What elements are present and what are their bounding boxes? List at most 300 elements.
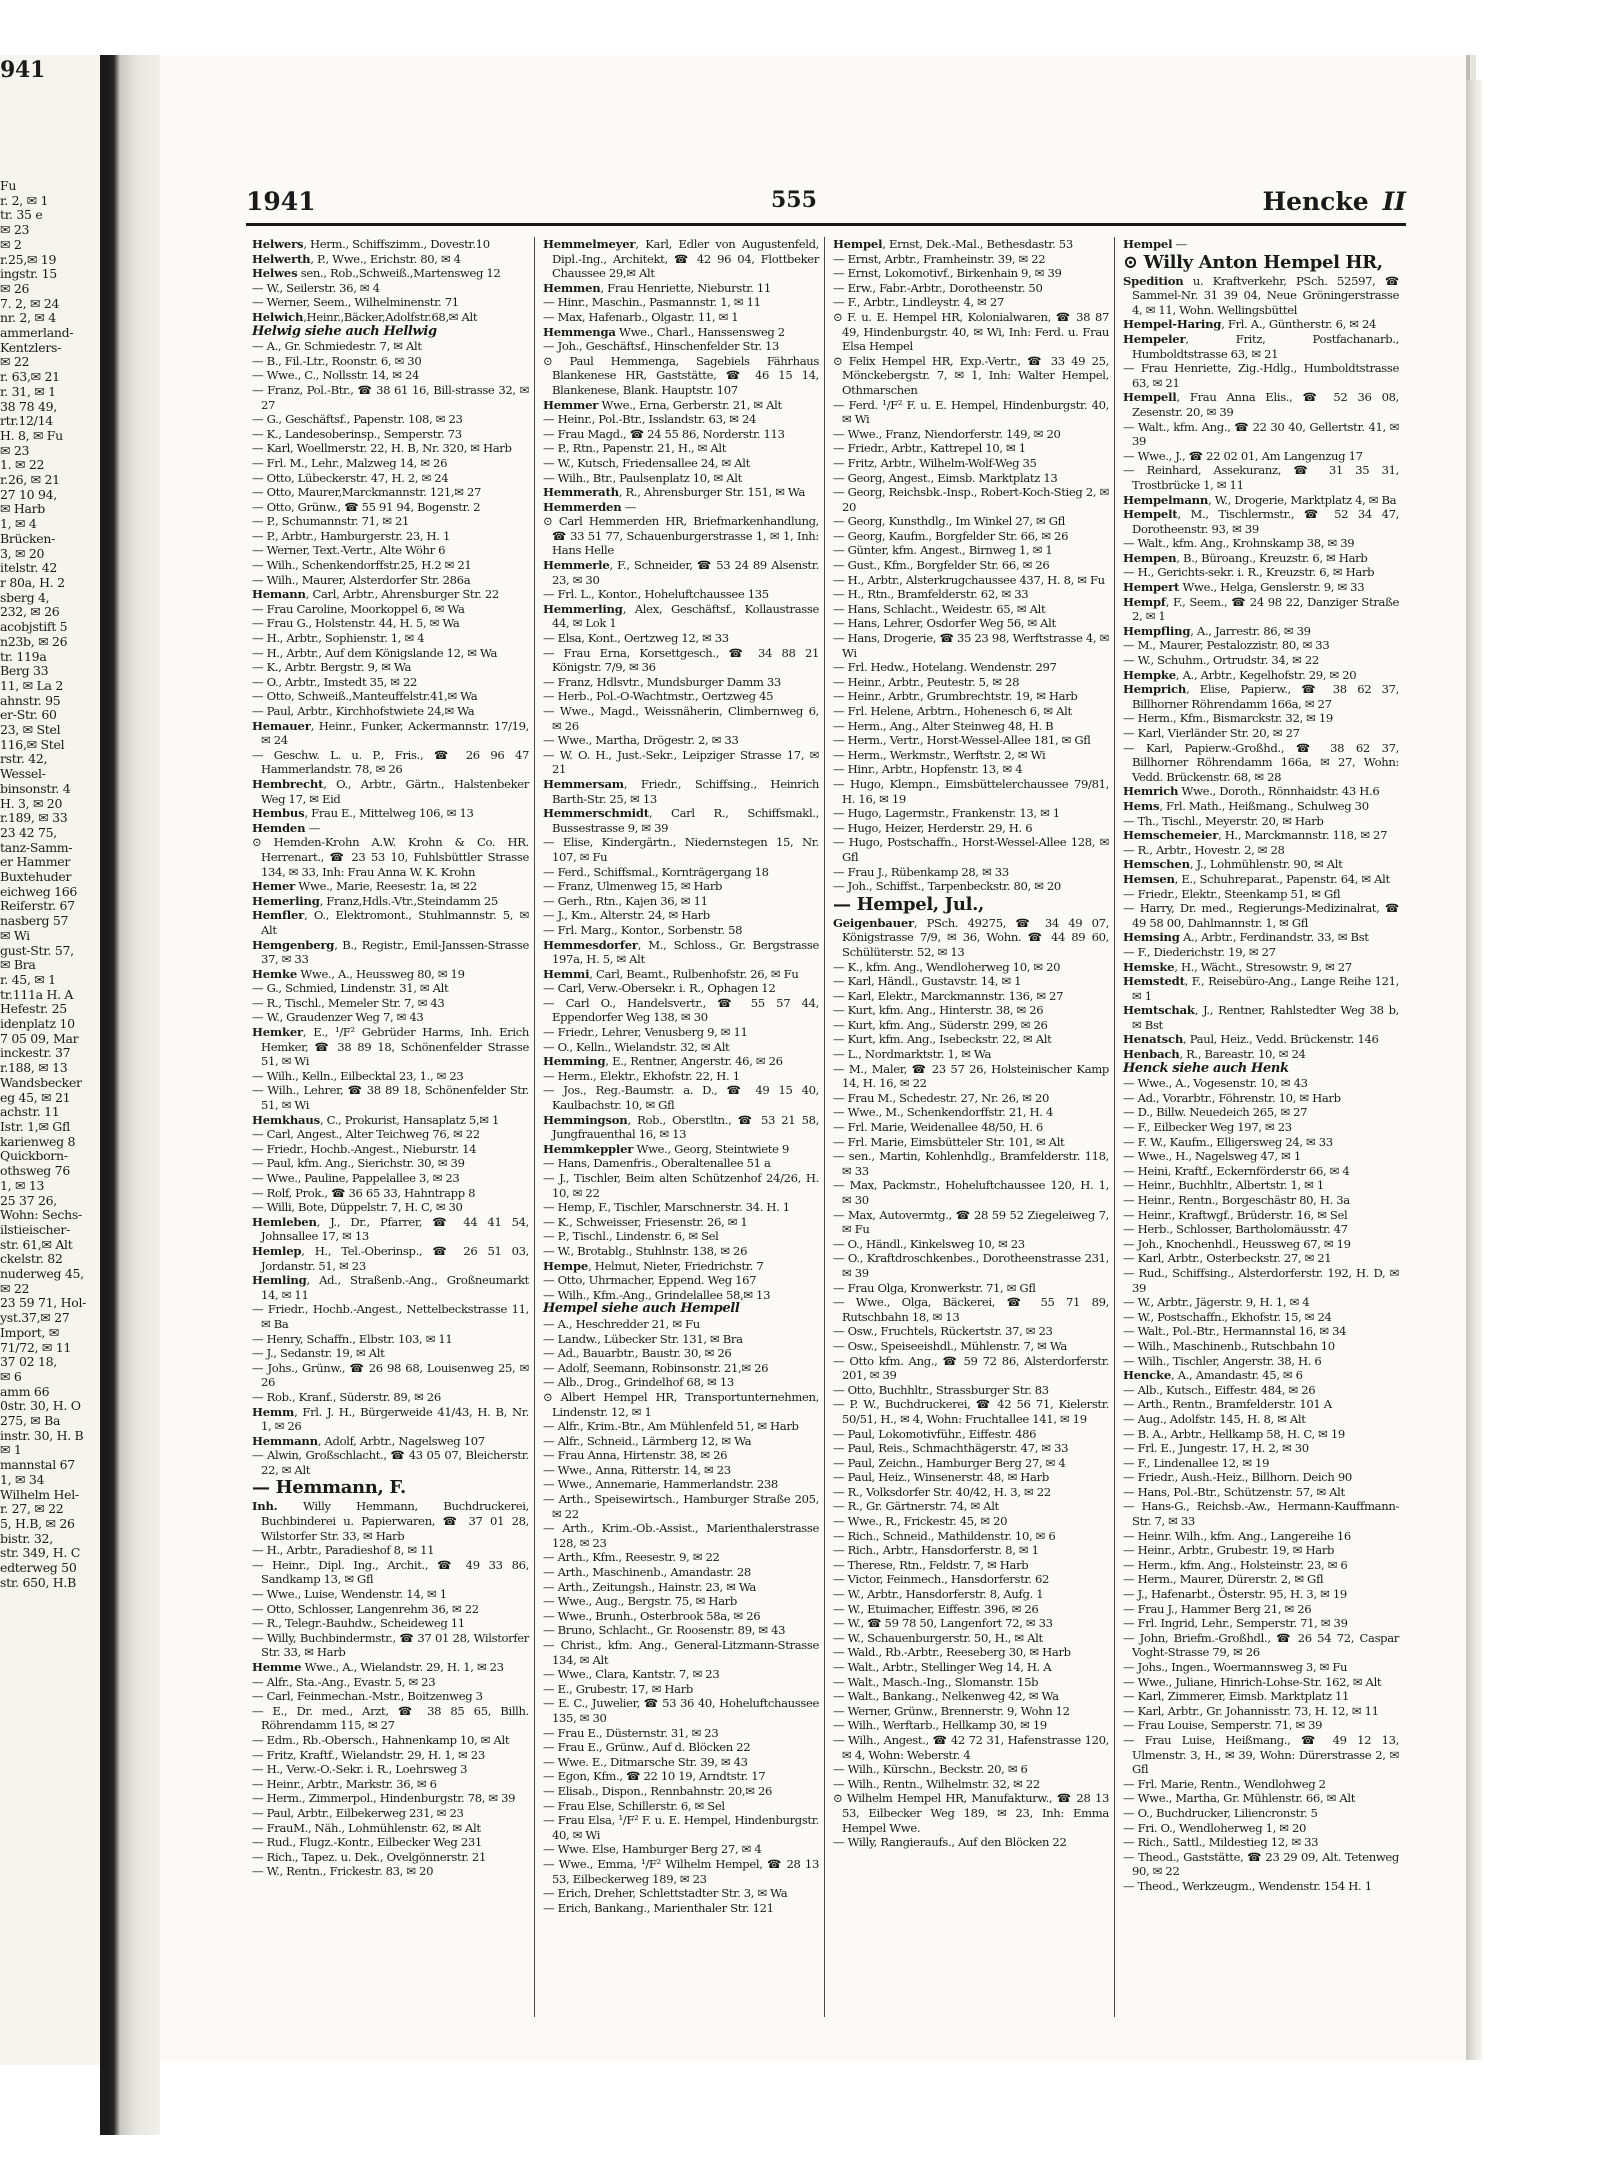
directory-entry: — Frau J., Hammer Berg 21, ✉ 26 <box>1123 1601 1312 1616</box>
directory-entry: — Carl O., Handelsvertr., ☎ 55 57 44, Eppendorfer Weg 138, ✉ 30 <box>543 995 819 1025</box>
directory-entry: — Osw., Speiseeishdl., Mühlenstr. 7, ✉ Wa <box>833 1338 1067 1353</box>
left-page-line: r. 27, ✉ 22 <box>0 1501 64 1517</box>
left-page-line: Fu <box>0 178 17 193</box>
directory-page <box>160 55 1466 2060</box>
directory-entry: Hemling, Ad., Straßenb.-Ang., Großneumarkt 14, ✉ 11 <box>252 1273 529 1302</box>
column-4 <box>1114 237 1404 2017</box>
entry-surname: Hemmingson <box>543 1112 628 1127</box>
left-page-line: gust-Str. 57, <box>0 942 74 958</box>
directory-entry: — W., Arbtr., Jägerstr. 9, H. 1, ✉ 4 <box>1123 1295 1310 1310</box>
left-page-line: itelstr. 42 <box>0 560 58 576</box>
directory-entry: — D., Billw. Neuedeich 265, ✉ 27 <box>1123 1105 1308 1120</box>
directory-entry: Hemmerath, R., Ahrensburger Str. 151, ✉ Wa <box>543 485 806 500</box>
entry-surname: Hemstedt <box>1123 974 1185 989</box>
directory-entry: — Frau Olga, Kronwerkstr. 71, ✉ Gfl <box>833 1280 1036 1295</box>
directory-entry: — Rud., Schiffsing., Alsterdorferstr. 192, H. D, ✉ 39 <box>1123 1265 1399 1295</box>
left-page-line: str. 61,✉ Alt <box>0 1236 73 1252</box>
directory-entry: — Karl, Arbtr., Gr. Johannisstr. 73, H. 12, ✉ 11 <box>1123 1703 1379 1718</box>
directory-entry: — Frl. M., Lehr., Malzweg 14, ✉ 26 <box>252 455 448 470</box>
directory-entry: Hemmen, Frau Henriette, Nieburstr. 11 <box>543 280 771 295</box>
left-page-line: ✉ 22 <box>0 354 30 370</box>
left-page-line: 23 42 75, <box>0 824 57 840</box>
directory-entry: — Arth., Zeitungsh., Hainstr. 23, ✉ Wa <box>543 1579 756 1594</box>
directory-entry: Hempen, B., Büroang., Kreuzstr. 6, ✉ Harb <box>1123 550 1368 565</box>
directory-entry: — Hans-G., Reichsb.-Aw., Hermann-Kauffmann-Str. 7, ✉ 33 <box>1123 1499 1399 1529</box>
directory-entry: — Otto, Grünw., ☎ 55 91 94, Bogenstr. 2 <box>252 499 481 514</box>
directory-entry: — Wwe., Olga, Bäckerei, ☎ 55 71 89, Rutschbahn 18, ✉ 13 <box>833 1295 1109 1324</box>
directory-entry: — Frau G., Holstenstr. 44, H. 5, ✉ Wa <box>252 616 460 631</box>
left-page-line: sberg 4, <box>0 589 50 605</box>
directory-entry: — Adolf, Seemann, Robinsonstr. 21,✉ 26 <box>543 1360 769 1375</box>
left-page-line: instr. 30, H. B <box>0 1427 84 1443</box>
left-page-line: Brücken- <box>0 530 56 546</box>
directory-entry: — Karl, Arbtr., Osterbeckstr. 27, ✉ 21 <box>1123 1251 1332 1266</box>
directory-entry: — Wilh., Btr., Paulsenplatz 10, ✉ Alt <box>543 470 742 485</box>
directory-entry: Hemerling, Franz,Hdls.-Vtr.,Steindamm 25 <box>252 893 498 908</box>
directory-entry: — Werner, Seem., Wilhelminenstr. 71 <box>252 295 459 310</box>
entry-surname: Hencke <box>1123 1368 1172 1383</box>
directory-entry: Helwers, Herm., Schiffszimm., Dovestr.10 <box>252 237 490 251</box>
directory-entry: — Herm., Ang., Alter Steinweg 48, H. B <box>833 718 1054 733</box>
directory-entry: — Wwe., Pauline, Pappelallee 3, ✉ 23 <box>252 1171 460 1185</box>
left-page-line: er-Str. 60 <box>0 707 57 723</box>
directory-entry: — M., Maurer, Pestalozzistr. 80, ✉ 33 <box>1123 638 1330 653</box>
entry-surname: Hemschemeier <box>1123 828 1219 843</box>
left-page-line: yst.37,✉ 27 <box>0 1310 70 1326</box>
directory-entry: — Frl. Marie, Rentn., Wendlohweg 2 <box>1123 1776 1326 1791</box>
directory-entry: — F., Lindenallee 12, ✉ 19 <box>1123 1455 1270 1470</box>
directory-entry: Hemauer, Heinr., Funker, Ackermannstr. 17/19, ✉ 24 <box>252 718 529 748</box>
directory-entry: Geigenbauer, PSch. 49275, ☎ 34 49 07, Königstrasse 7/9, ✉ 36, Wohn. ☎ 44 89 60, Schülüterstr. 52, ✉ 13 <box>833 915 1109 959</box>
left-page-line: tr.111a H. A <box>0 986 74 1002</box>
directory-entry: — Rolf, Prok., ☎ 36 65 33, Hahntrapp 8 <box>252 1185 476 1200</box>
directory-entry: — H., Verw.-O.-Sekr. i. R., Loehrsweg 3 <box>252 1762 468 1777</box>
directory-entry: — Theod., Werkzeugm., Wendenstr. 154 H. 1 <box>1123 1878 1372 1893</box>
entry-surname: Spedition <box>1123 273 1184 288</box>
directory-entry: — Friedr., Hochb.-Angest., Nettelbeckstrasse 11, ✉ Ba <box>252 1302 529 1331</box>
directory-entry: — Wilh., Maurer, Alsterdorfer Str. 286a <box>252 572 471 587</box>
left-page-line: Wessel- <box>0 766 46 782</box>
left-page-line: idenplatz 10 <box>0 1016 75 1032</box>
left-page-line: Reiferstr. 67 <box>0 898 75 914</box>
directory-entry: — Paul, Heiz., Winsenerstr. 48, ✉ Harb <box>833 1470 1049 1485</box>
directory-entry: — Rich., Arbtr., Hansdorferstr. 8, ✉ 1 <box>833 1543 1039 1558</box>
directory-entry: — Hugo, Lagermstr., Frankenstr. 13, ✉ 1 <box>833 806 1060 821</box>
directory-entry: — Otto, Buchhltr., Strassburger Str. 83 <box>833 1382 1049 1397</box>
directory-entry: Hemfler, O., Elektromont., Stuhlmannstr. 5, ✉ Alt <box>252 908 529 937</box>
directory-entry: Henbach, R., Bareastr. 10, ✉ 24 <box>1123 1047 1306 1062</box>
directory-entry: — Frau E., Grünw., Auf d. Blöcken 22 <box>543 1740 751 1755</box>
directory-entry: — Henry, Schaffn., Elbstr. 103, ✉ 11 <box>252 1331 453 1346</box>
directory-entry: Hemgenberg, B., Registr., Emil-Janssen-Strasse 37, ✉ 33 <box>252 937 529 967</box>
left-page-line: eichweg 166 <box>0 883 78 899</box>
directory-entry: — Otto, Schweiß.,Manteuffelstr.41,✉ Wa <box>252 689 478 704</box>
directory-entry: — Frl. Ingrid, Lehr., Semperstr. 71, ✉ 39 <box>1123 1616 1348 1631</box>
directory-entry: — Hans, Lehrer, Osdorfer Weg 56, ✉ Alt <box>833 616 1056 631</box>
directory-entry: — Frl. Hedw., Hotelang. Wendenstr. 297 <box>833 660 1057 675</box>
directory-entry: — R., Tischl., Memeler Str. 7, ✉ 43 <box>252 995 445 1010</box>
directory-entry: — Edm., Rb.-Obersch., Hahnenkamp 10, ✉ Alt <box>252 1732 510 1747</box>
directory-entry: — Paul, Lokomotivführ., Eiffestr. 486 <box>833 1426 1037 1441</box>
entry-surname: Hemprich <box>1123 682 1187 697</box>
directory-entry: — Gust., Kfm., Borgfelder Str. 66, ✉ 26 <box>833 558 1050 573</box>
directory-entry: ⊙ Willy Anton Hempel HR, <box>1123 251 1383 273</box>
directory-entry: — Wwe., Clara, Kantstr. 7, ✉ 23 <box>543 1667 720 1682</box>
directory-entry: — Herb., Pol.-O-Wachtmstr., Oertzweg 45 <box>543 689 774 704</box>
entry-surname: Helwes <box>252 266 298 281</box>
entry-surname: Hemrich <box>1123 784 1179 799</box>
directory-entry: — Frau Luise, Heißmang., ☎ 49 12 13, Ulmenstr. 3, H., ✉ 39, Wohn: Dürerstrasse 2, ✉ Gfl <box>1123 1732 1399 1777</box>
entry-surname: Helwers <box>252 237 304 251</box>
directory-entry: — W., Graudenzer Weg 7, ✉ 43 <box>252 1010 424 1025</box>
directory-entry: Hembus, Frau E., Mittelweg 106, ✉ 13 <box>252 806 474 821</box>
left-page-line: 232, ✉ 26 <box>0 604 60 620</box>
directory-entry: — Frl. L., Kontor., Hoheluftchaussee 135 <box>543 587 769 602</box>
directory-entry: Hemsing A., Arbtr., Ferdinandstr. 33, ✉ Bst <box>1123 930 1369 945</box>
left-page-line: rstr. 42, <box>0 751 48 767</box>
left-page-line: H. 3, ✉ 20 <box>0 795 63 811</box>
directory-entry: Hempell, Frau Anna Elis., ☎ 52 36 08, Zesenstr. 20, ✉ 39 <box>1123 390 1399 419</box>
directory-entry: — Elisab., Dispon., Rennbahnstr. 20,✉ 26 <box>543 1783 773 1798</box>
directory-entry: — Heinr., Buchhltr., Albertstr. 1, ✉ 1 <box>1123 1178 1324 1193</box>
left-page-line: edterweg 50 <box>0 1560 77 1576</box>
directory-entry: — Frau Louise, Semperstr. 71, ✉ 39 <box>1123 1718 1323 1733</box>
left-page-line: amm 66 <box>0 1383 50 1399</box>
directory-entry: — Kurt, kfm. Ang., Isebeckstr. 22, ✉ Alt <box>833 1032 1052 1047</box>
directory-entry: — Karl, Händl., Gustavstr. 14, ✉ 1 <box>833 974 1022 989</box>
directory-entry: Helwerth, P., Wwe., Erichstr. 80, ✉ 4 <box>252 251 461 266</box>
directory-entry: — Alfr., Sta.-Ang., Evastr. 5, ✉ 23 <box>252 1674 436 1689</box>
entry-surname: Hemm <box>252 1404 295 1419</box>
directory-entry: — Wilh., Lehrer, ☎ 38 89 18, Schönenfelder Str. 51, ✉ Wi <box>252 1083 529 1113</box>
entry-surname: Hemmerschmidt <box>543 806 649 821</box>
left-page-line: Berg 33 <box>0 663 49 679</box>
directory-entry: — H., Gerichts-sekr. i. R., Kreuzstr. 6, ✉ Harb <box>1123 565 1375 580</box>
directory-entry: Hemprich, Elise, Papierw., ☎ 38 62 37, Billhorner Röhrendamm 166a, ✉ 27 <box>1123 682 1399 711</box>
directory-entry: — E. C., Juwelier, ☎ 53 36 40, Hoheluftchaussee 135, ✉ 30 <box>543 1696 819 1725</box>
directory-entry: — Otto kfm. Ang., ☎ 59 72 86, Alsterdorferstr. 201, ✉ 39 <box>833 1353 1109 1383</box>
left-page-year: 941 <box>0 57 46 83</box>
directory-entry: — Hugo, Postschaffn., Horst-Wessel-Allee 128, ✉ Gfl <box>833 835 1109 864</box>
directory-entry: — Arth., Rentn., Bramfelderstr. 101 A <box>1123 1397 1332 1412</box>
directory-entry: — P., Tischl., Lindenstr. 6, ✉ Sel <box>543 1229 719 1244</box>
directory-entry: — Herm., Elektr., Ekhofstr. 22, H. 1 <box>543 1068 740 1083</box>
directory-entry: — Frau E., Düsternstr. 31, ✉ 23 <box>543 1725 719 1740</box>
directory-entry: — B. A., Arbtr., Hellkamp 58, H. C, ✉ 19 <box>1123 1426 1345 1441</box>
left-page-line: 116,✉ Stel <box>0 736 65 752</box>
left-page-line: str. 349, H. C <box>0 1545 81 1561</box>
directory-entry: — K., Landesoberinsp., Semperstr. 73 <box>252 426 462 441</box>
entry-surname: Helwerth <box>252 251 311 266</box>
directory-entry: — Hinr., Maschin., Pasmannstr. 1, ✉ 11 <box>543 295 761 310</box>
directory-entry: Spedition u. Kraftverkehr, PSch. 52597, ☎ Sammel-Nr. 31 39 04, Neue Gröningerstrasse 4, ✉ 11, Wohn. Wellingsbüttel <box>1123 273 1399 317</box>
directory-entry: — Hans, Drogerie, ☎ 35 23 98, Werftstrasse 4, ✉ Wi <box>833 631 1109 660</box>
directory-entry: Hemlep, H., Tel.-Oberinsp., ☎ 26 51 03, Jordanstr. 51, ✉ 23 <box>252 1243 529 1273</box>
directory-entry: — H., Arbtr., Sophienstr. 1, ✉ 4 <box>252 631 425 646</box>
left-page-line: 38 78 49, <box>0 398 57 414</box>
directory-entry: — W. O. H., Just.-Sekr., Leipziger Strasse 17, ✉ 21 <box>543 747 819 777</box>
left-page-line: tr. 35 e <box>0 207 43 223</box>
directory-entry: — Walt., kfm. Ang., ☎ 22 30 40, Gellertstr. 41, ✉ 39 <box>1123 419 1399 449</box>
directory-entry: Hemmerschmidt, Carl R., Schiffsmakl., Bussestrasse 9, ✉ 39 <box>543 806 819 835</box>
directory-entry: — K., Arbtr. Bergstr. 9, ✉ Wa <box>252 660 412 675</box>
directory-entry: — Frl. Marie, Eimsbütteler Str. 101, ✉ Alt <box>833 1134 1065 1149</box>
left-page-line: bistr. 32, <box>0 1530 53 1546</box>
entry-surname: Hemling <box>252 1273 307 1288</box>
directory-entry: ⊙ Felix Hempel HR, Exp.-Vertr., ☎ 33 49 25, Mönckebergstr. 7, ✉ 1, Inh: Walter Hempel, Othmarschen <box>833 353 1109 397</box>
entry-surname: Hempell <box>1123 390 1177 405</box>
directory-entry: — H., Arbtr., Auf dem Königslande 12, ✉ Wa <box>252 645 498 660</box>
directory-entry: — Johs., Ingen., Woermannsweg 3, ✉ Fu <box>1123 1660 1348 1674</box>
directory-entry: — Karl, Papierw.-Großhd., ☎ 38 62 37, Billhorner Röhrendamm 166a, ✉ 27, Wohn: Vedd. Brückenstr. 68, ✉ 28 <box>1123 740 1399 784</box>
directory-entry: — Rud., Flugz.-Kontr., Eilbecker Weg 231 <box>252 1835 482 1850</box>
directory-entry: — Heinr. Wilh., kfm. Ang., Langereihe 16 <box>1123 1528 1351 1543</box>
left-page-line: Wandsbecker <box>0 1074 82 1090</box>
entry-surname: Hemauer <box>252 718 311 733</box>
left-page-line: ✉ 2 <box>0 236 22 252</box>
book-gutter <box>100 55 160 2135</box>
directory-entry: — H., Arbtr., Alsterkrugchaussee 437, H. 8, ✉ Fu <box>833 572 1105 587</box>
directory-entry: — Werner, Text.-Vertr., Alte Wöhr 6 <box>252 543 446 558</box>
left-page-line: eg 45, ✉ 21 <box>0 1089 71 1105</box>
directory-entry: — Heinr., Arbtr., Markstr. 36, ✉ 6 <box>252 1776 437 1791</box>
directory-entry: — Hemp, F., Tischler, Marschnerstr. 34. H. 1 <box>543 1200 790 1215</box>
left-page-line: r 80a, H. 2 <box>0 574 65 590</box>
directory-entry: — Herm., Maurer, Dürerstr. 2, ✉ Gfl <box>1123 1572 1324 1587</box>
directory-entry: — Bruno, Schlacht., Gr. Roosenstr. 89, ✉ 43 <box>543 1623 786 1638</box>
directory-entry: — Wilh., Maschinenb., Rutschbahn 10 <box>1123 1338 1335 1353</box>
entry-surname: Hemschen <box>1123 857 1190 872</box>
directory-entry: — B., Fil.-Ltr., Roonstr. 6, ✉ 30 <box>252 353 422 368</box>
left-page-line: ✉ 26 <box>0 280 30 296</box>
directory-entry: — Geschw. L. u. P., Fris., ☎ 26 96 47 Hammerlandstr. 78, ✉ 26 <box>252 747 529 777</box>
left-page-line: achstr. 11 <box>0 1104 60 1120</box>
entry-surname: Hemmesdorfer <box>543 937 638 952</box>
entry-surname: Hemer <box>252 879 296 894</box>
directory-entry: — Aug., Adolfstr. 145, H. 8, ✉ Alt <box>1123 1411 1306 1426</box>
directory-entry: — F., Diederichstr. 19, ✉ 27 <box>1123 944 1276 959</box>
directory-entry: — Hempel, Jul., <box>833 893 984 915</box>
entry-surname: Hemmenga <box>543 324 616 339</box>
directory-columns <box>244 237 1404 2017</box>
entry-surname: Henbach <box>1123 1047 1180 1062</box>
directory-entry: — Walt., kfm. Ang., Krohnskamp 38, ✉ 39 <box>1123 536 1355 551</box>
left-page-line: r.26, ✉ 21 <box>0 472 60 488</box>
directory-entry: ⊙ Paul Hemmenga, Sagebiels Fährhaus Blankenese HR, Gaststätte, ☎ 46 15 14, Blankenese, Blank. Hauptstr. 107 <box>543 353 819 397</box>
left-page-line: nasberg 57 <box>0 913 69 929</box>
directory-entry: — Hugo, Heizer, Herderstr. 29, H. 6 <box>833 820 1033 835</box>
directory-entry: — Paul, Arbtr., Eilbekerweg 231, ✉ 23 <box>252 1805 464 1820</box>
directory-entry: — J., Km., Alterstr. 24, ✉ Harb <box>543 908 710 923</box>
entry-surname: Hemlep <box>252 1243 302 1258</box>
directory-entry: — H., Rtn., Bramfelderstr. 62, ✉ 33 <box>833 587 1029 602</box>
running-head-roman: II <box>1382 187 1406 216</box>
directory-entry: Hemleben, J., Dr., Pfarrer, ☎ 44 41 54, Johnsallee 17, ✉ 13 <box>252 1214 529 1244</box>
entry-surname: Hemske <box>1123 959 1175 974</box>
directory-entry: — O., Kraftdroschkenbes., Dorotheenstrasse 231, ✉ 39 <box>833 1251 1109 1280</box>
directory-entry: — Frau M., Schedestr. 27, Nr. 26, ✉ 20 <box>833 1090 1050 1105</box>
directory-entry: — Frl. Marie, Weidenallee 48/50, H. 6 <box>833 1120 1043 1135</box>
left-page-line: rtr.12/14 <box>0 413 53 429</box>
directory-entry: Hemschemeier, H., Marckmannstr. 118, ✉ 27 <box>1123 828 1388 843</box>
directory-entry: — Wwe., Martha, Gr. Mühlenstr. 66, ✉ Alt <box>1123 1791 1356 1806</box>
directory-entry: — Elise, Kindergärtn., Niedernstegen 15, Nr. 107, ✉ Fu <box>543 835 819 864</box>
directory-entry: — Wwe., Anna, Ritterstr. 14, ✉ 23 <box>543 1462 731 1477</box>
directory-entry: Hems, Frl. Math., Heißmang., Schulweg 30 <box>1123 798 1369 813</box>
directory-entry: — Werner, Grünw., Brennerstr. 9, Wohn 12 <box>833 1703 1070 1718</box>
entry-surname: Hempel <box>833 237 883 251</box>
directory-entry: — Herm., kfm. Ang., Holsteinstr. 23, ✉ 6 <box>1123 1557 1348 1572</box>
entry-surname: Hemmelmeyer <box>543 237 636 251</box>
directory-entry: — Wwe., Luise, Wendenstr. 14, ✉ 1 <box>252 1587 447 1602</box>
directory-entry: — Heinr., Arbtr., Grumbrechtstr. 19, ✉ Harb <box>833 689 1078 704</box>
directory-entry: — Herb., Schlosser, Bartholomäusstr. 47 <box>1123 1222 1348 1237</box>
directory-entry: ⊙ F. u. E. Hempel HR, Kolonialwaren, ☎ 38 87 49, Hindenburgstr. 40, ✉ Wi, Inh: Ferd. u. Frau Elsa Hempel <box>833 309 1109 354</box>
left-page-line: nuderweg 45, <box>0 1266 84 1282</box>
directory-entry: Hempeler, Fritz, Postfachanarb., Humboldtstrasse 63, ✉ 21 <box>1123 331 1399 361</box>
directory-entry: — Kurt, kfm. Ang., Hinterstr. 38, ✉ 26 <box>833 1003 1044 1018</box>
left-page-line: er Hammer <box>0 854 71 870</box>
left-facing-page <box>0 55 100 2065</box>
directory-entry: — Johs., Grünw., ☎ 26 98 68, Louisenweg 25, ✉ 26 <box>252 1360 529 1390</box>
left-page-line: binsonstr. 4 <box>0 780 71 796</box>
directory-entry: — Ferd. ¹/F² F. u. E. Hempel, Hindenburgstr. 40, ✉ Wi <box>833 397 1109 427</box>
left-page-line: ✉ Bra <box>0 957 36 973</box>
left-page-line: ✉ 22 <box>0 1280 30 1296</box>
directory-entry: — FrauM., Näh., Lohmühlenstr. 62, ✉ Alt <box>252 1820 481 1835</box>
entry-surname: Hemgenberg <box>252 937 335 952</box>
directory-entry: — Heinr., Dipl. Ing., Archit., ☎ 49 33 86, Sandkamp 13, ✉ Gfl <box>252 1557 529 1587</box>
directory-entry: — Wilh., Kfm.-Ang., Grindelallee 58,✉ 13 <box>543 1287 771 1302</box>
entry-surname: Hemtschak <box>1123 1003 1195 1018</box>
directory-entry: Henck siehe auch Henk <box>1123 1060 1289 1076</box>
directory-entry: — P. W., Buchdruckerei, ☎ 42 56 71, Kielerstr. 50/51, H., ✉ 4, Wohn: Fruchtallee 141, ✉ 19 <box>833 1397 1109 1426</box>
directory-entry: — Frau Else, Schillerstr. 6, ✉ Sel <box>543 1798 725 1813</box>
directory-entry: — Arth., Speisewirtsch., Hamburger Straße 205, ✉ 22 <box>543 1492 819 1521</box>
directory-entry: — Franz, Pol.-Btr., ☎ 38 61 16, Bill-strasse 32, ✉ 27 <box>252 382 529 412</box>
entry-surname: Hempeler <box>1123 331 1186 346</box>
directory-entry: — Wwe. Else, Hamburger Berg 27, ✉ 4 <box>543 1842 762 1857</box>
left-page-line: ahnstr. 95 <box>0 692 61 708</box>
directory-entry: — Wwe., H., Nagelsweg 47, ✉ 1 <box>1123 1149 1301 1164</box>
left-page-line: 0str. 30, H. O <box>0 1398 81 1414</box>
entry-surname: Hemmkeppler <box>543 1141 634 1156</box>
entry-surname: Hemming <box>543 1054 606 1069</box>
entry-surname: Hemmersam <box>543 776 624 791</box>
entry-surname: Hempen <box>1123 550 1177 565</box>
page-edge <box>1466 80 1482 2060</box>
left-page-line: Kentzlers- <box>0 339 62 355</box>
left-page-line: 275, ✉ Ba <box>0 1413 61 1429</box>
entry-surname: Hemsen <box>1123 871 1175 886</box>
directory-entry: — Hans, Pol.-Btr., Schützenstr. 57, ✉ Alt <box>1123 1484 1345 1499</box>
left-page-line: 7. 2, ✉ 24 <box>0 295 60 311</box>
directory-entry: — E., Grubestr. 17, ✉ Harb <box>543 1681 694 1696</box>
directory-entry: Hemmkeppler Wwe., Georg, Steintwiete 9 <box>543 1141 789 1156</box>
directory-entry: Hencke, A., Amandastr. 45, ✉ 6 <box>1123 1368 1303 1383</box>
directory-entry: Hembrecht, O., Arbtr., Gärtn., Halstenbeker Weg 17, ✉ Eid <box>252 776 529 806</box>
entry-surname: Hemmerath <box>543 485 619 500</box>
directory-entry: — Rich., Tapez. u. Dek., Ovelgönnerstr. 21 <box>252 1849 486 1864</box>
directory-entry: — Wwe., C., Nollsstr. 14, ✉ 24 <box>252 368 420 383</box>
left-page-line: 71/72, ✉ 11 <box>0 1339 72 1355</box>
left-page-line: ✉ 1 <box>0 1442 22 1458</box>
left-page-line: Wilhelm Hel- <box>0 1486 79 1502</box>
directory-entry: — A., Gr. Schmiedestr. 7, ✉ Alt <box>252 339 422 354</box>
directory-entry: — Ad., Vorarbtr., Föhrenstr. 10, ✉ Harb <box>1123 1090 1341 1105</box>
directory-entry: — sen., Martin, Kohlenhdlg., Bramfelderstr. 118, ✉ 33 <box>833 1149 1109 1178</box>
directory-entry: — Wwe., Juliane, Hinrich-Lohse-Str. 162, ✉ Alt <box>1123 1674 1382 1689</box>
page-number: 555 <box>771 187 817 213</box>
directory-entry: — Otto, Uhrmacher, Eppend. Weg 167 <box>543 1273 757 1288</box>
directory-entry: — Harry, Dr. med., Regierungs-Medizinalrat, ☎ 49 58 00, Dahlmannstr. 1, ✉ Gfl <box>1123 901 1399 930</box>
directory-entry: Hempert Wwe., Helga, Genslerstr. 9, ✉ 33 <box>1123 580 1365 595</box>
directory-entry: — Friedr., Hochb.-Angest., Nieburstr. 14 <box>252 1141 477 1156</box>
directory-entry: — Willi, Bote, Düppelstr. 7, H. C, ✉ 30 <box>252 1200 463 1215</box>
left-page-line: mannstal 67 <box>0 1457 75 1473</box>
directory-entry: — Franz, Hdlsvtr., Mundsburger Damm 33 <box>543 674 781 689</box>
left-page-line: ✉ 23 <box>0 222 30 238</box>
directory-entry: — W., Etuimacher, Eiffestr. 396, ✉ 26 <box>833 1601 1039 1616</box>
directory-entry: — Max, Autovermtg., ☎ 28 59 52 Ziegeleiweg 7, ✉ Fu <box>833 1207 1109 1237</box>
entry-surname: Hempel <box>1123 237 1173 251</box>
directory-entry: — Paul, Reis., Schmachthägerstr. 47, ✉ 33 <box>833 1441 1069 1456</box>
directory-entry: — Kurt, kfm. Ang., Süderstr. 299, ✉ 26 <box>833 1017 1048 1032</box>
directory-entry: Hemke Wwe., A., Heussweg 80, ✉ 19 <box>252 966 465 981</box>
directory-entry: — Friedr., Arbtr., Kattrepel 10, ✉ 1 <box>833 441 1026 456</box>
directory-entry: Helwig siehe auch Hellwig <box>252 323 437 339</box>
directory-entry: — Landw., Lübecker Str. 131, ✉ Bra <box>543 1331 743 1346</box>
directory-entry: — Carl, Feinmechan.-Mstr., Boitzenweg 3 <box>252 1689 483 1704</box>
directory-entry: — John, Briefm.-Großhdl., ☎ 26 54 72, Caspar Voght-Strasse 79, ✉ 26 <box>1123 1630 1399 1660</box>
directory-entry: — Herm., Kfm., Bismarckstr. 32, ✉ 19 <box>1123 711 1333 726</box>
left-page-line: acobjstift 5 <box>0 619 68 635</box>
directory-entry: — Frau Anna, Hirtenstr. 38, ✉ 26 <box>543 1448 728 1463</box>
column-3 <box>824 237 1114 2017</box>
left-page-line: 25 37 26, <box>0 1192 57 1208</box>
left-page-line: str. 650, H.B <box>0 1574 76 1590</box>
left-page-line: Quickborn- <box>0 1148 68 1164</box>
directory-entry: Hemer Wwe., Marie, Reesestr. 1a, ✉ 22 <box>252 879 477 894</box>
directory-entry: — Heinr., Rentn., Borgeschästr 80, H. 3a <box>1123 1193 1350 1207</box>
entry-surname: Hemmi <box>543 966 590 981</box>
directory-entry: — Ernst, Lokomotivf., Birkenhain 9, ✉ 39 <box>833 266 1062 281</box>
directory-entry: Hempelmann, W., Drogerie, Marktplatz 4, ✉ Ba <box>1123 492 1397 507</box>
left-page-line: 1, ✉ 13 <box>0 1177 45 1193</box>
directory-entry: — J., Hafenarbt., Österstr. 95, H. 3, ✉ 19 <box>1123 1587 1347 1602</box>
left-page-line: 1. ✉ 22 <box>0 457 45 473</box>
directory-entry: ⊙ Wilhelm Hempel HR, Manufakturw., ☎ 28 13 53, Eilbecker Weg 189, ✉ 23, Inh: Emma Hempel Wwe. <box>833 1791 1109 1835</box>
directory-entry: Helwich,Heinr.,Bäcker,Adolfstr.68,✉ Alt <box>252 309 478 324</box>
directory-entry: — Erich, Dreher, Schlettstadter Str. 3, ✉ Wa <box>543 1886 788 1901</box>
directory-entry: — Joh., Knochenhdl., Heussweg 67, ✉ 19 <box>1123 1236 1351 1251</box>
entry-surname: Hemden <box>252 820 306 835</box>
directory-entry: — Wilh., Werftarb., Hellkamp 30, ✉ 19 <box>833 1718 1047 1733</box>
directory-entry: — Hemmann, F. <box>252 1477 406 1499</box>
left-page-line: 11, ✉ La 2 <box>0 677 63 693</box>
directory-entry: — Hans, Damenfris., Oberaltenallee 51 a <box>543 1156 771 1171</box>
directory-entry: — W., Arbtr., Hansdorferstr. 8, Aufg. 1 <box>833 1587 1044 1602</box>
entry-surname: Inh. <box>252 1499 278 1514</box>
left-page-line: r.188, ✉ 13 <box>0 1060 68 1076</box>
directory-entry: — Heinr., Kraftwgf., Brüderstr. 16, ✉ Sel <box>1123 1207 1348 1222</box>
directory-entry: Hempel — <box>1123 237 1187 251</box>
directory-entry: — Victor, Feinmech., Hansdorferstr. 62 <box>833 1572 1050 1587</box>
left-page-line: r.25,✉ 19 <box>0 251 57 267</box>
directory-entry: Hemming, E., Rentner, Angerstr. 46, ✉ 26 <box>543 1054 783 1069</box>
directory-entry: — Wwe., Annemarie, Hammerlandstr. 238 <box>543 1477 778 1492</box>
entry-surname: Hemerling <box>252 893 320 908</box>
